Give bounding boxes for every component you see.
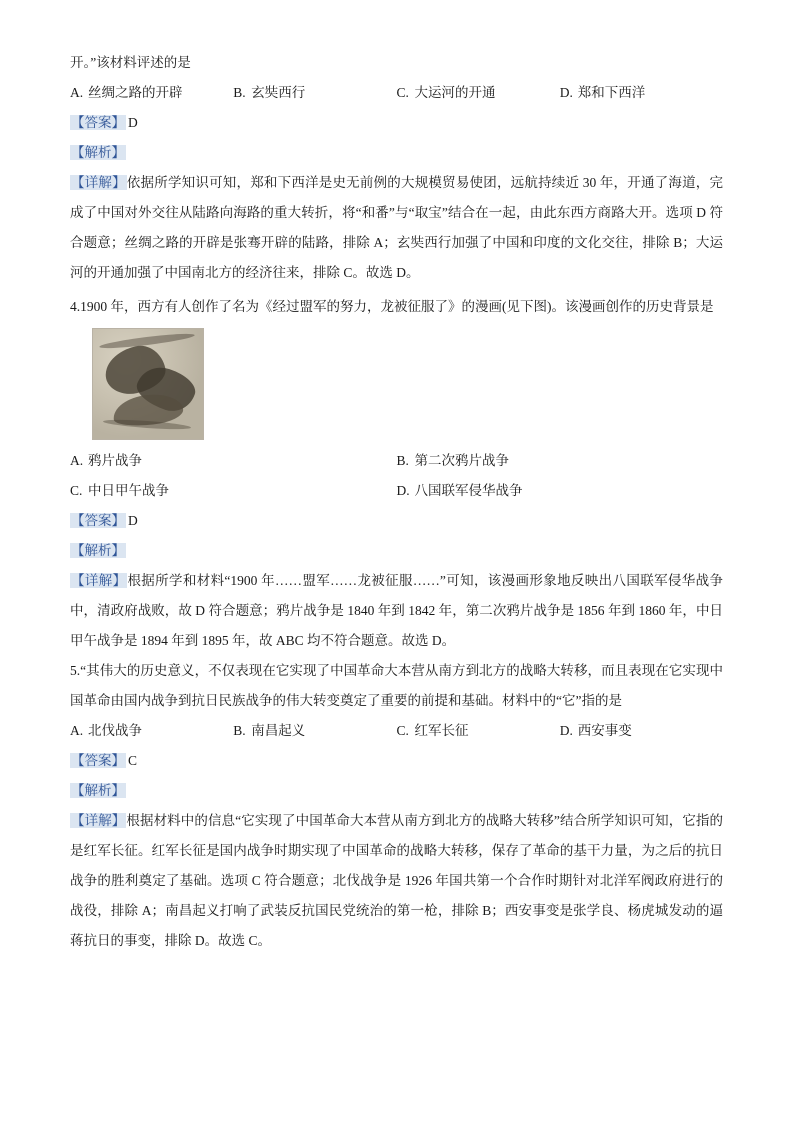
q5-detail-paragraph [70,806,723,956]
q4-stem-text: 1900 年，西方有人创作了名为《经过盟军的努力，龙被征服了》的漫画(见下图)。该漫画创作的历史背景是 [80,299,714,314]
q4-option-b-text: 第二次鸦片战争 [414,453,509,468]
q4-options-row-1 [70,446,723,476]
q4-option-d [397,476,724,506]
q5-detail-tag: 【详解】 [71,813,126,828]
q5-option-d-label: D. [559,723,573,738]
q4-figure [92,328,723,440]
q5-option-d-text: 西安事变 [577,723,632,738]
q3-option-c-text: 大运河的开通 [414,85,496,100]
q5-option-b-label: B. [233,723,246,738]
q3-option-a-label: A. [70,85,84,100]
q5-answer-tag: 【答案】 [71,753,125,768]
q4-stem [70,292,723,322]
q4-option-b-label: B. [396,453,409,468]
q4-detail-paragraph [70,566,723,656]
q4-option-b [397,446,724,476]
q5-option-a-text: 北伐战争 [88,723,142,738]
q3-analysis-tag: 【解析】 [71,145,125,160]
q5-analysis-tag: 【解析】 [71,783,125,798]
q4-option-d-label: D. [396,483,410,498]
q5-stem-text: “其伟大的历史意义，不仅表现在它实现了中国革命大本营从南方到北方的战略大转移，而且表现在它实现中国革命由国内战争到抗日民族战争的伟大转变奠定了重要的前提和基础。材料中的“它”指的是 [70,663,723,708]
q4-option-c-label: C. [70,483,83,498]
q3-answer-tag: 【答案】 [71,115,125,130]
q3-stem-tail: 开。”该材料评述的是 [70,55,191,70]
q4-analysis-tag: 【解析】 [71,543,125,558]
q3-option-a [70,78,233,108]
q5-option-a [70,716,233,746]
q4-answer-line [70,506,723,536]
q3-options [70,78,723,108]
q5-option-c-label: C. [396,723,409,738]
q4-option-a-text: 鸦片战争 [88,453,142,468]
q4-option-c-text: 中日甲午战争 [88,483,169,498]
q3-option-b [233,78,396,108]
q5-option-b-text: 南昌起义 [251,723,306,738]
q5-detail-text: 根据材料中的信息“它实现了中国革命大本营从南方到北方的战略大转移”结合所学知识可知，它指的是红军长征。红军长征是国内战争时期实现了中国革命的战略大转移，保存了革命的基干力量，为之后的抗日战争的胜利奠定了基础。选项 C 符合题意；北伐战争是 1926 年国共第一个合作时期针对北洋军阀政府进行的战役，排除 A；南昌起义打响了武装反抗国民党统治的第一枪，排除 B；西安事变是张学良、杨虎城发动的逼蒋抗日的事变，排除 D。故选 C。 [70,813,724,948]
q5-option-d [560,716,723,746]
q3-option-d-text: 郑和下西洋 [577,85,646,100]
q4-number: 4. [70,299,81,314]
q5-options [70,716,723,746]
q4-detail-tag: 【详解】 [71,573,127,588]
q5-option-a-label: A. [70,723,84,738]
q5-answer-value: C [128,753,138,768]
q5-answer-line [70,746,723,776]
q3-option-b-label: B. [233,85,246,100]
q3-option-d-label: D. [559,85,573,100]
q4-analysis-line [70,536,723,566]
q3-detail-text: 依据所学知识可知，郑和下西洋是史无前例的大规模贸易使团，远航持续近 30 年，开通了海道，完成了中国对外交往从陆路向海路的重大转折，将“和番”与“取宝”结合在一起，由此东西方商路大开。选项 D 符合题意；丝绸之路的开辟是张骞开辟的陆路，排除 A；玄奘西行加强了中国和印度的文化交往，排除 B；大运河的开通加强了中国南北方的经济往来，排除 C。故选 D。 [70,175,724,280]
q3-answer-line [70,108,723,138]
q3-analysis-line [70,138,723,168]
q4-options-row-2 [70,476,723,506]
q5-number: 5. [70,663,81,678]
q3-option-b-text: 玄奘西行 [251,85,306,100]
q4-option-a-label: A. [70,453,84,468]
q3-detail-paragraph [70,168,723,288]
q4-answer-value: D [128,513,138,528]
q5-stem [70,656,723,716]
q5-option-c [397,716,560,746]
q5-analysis-line [70,776,723,806]
q3-option-a-text: 丝绸之路的开辟 [88,85,183,100]
q3-option-c-label: C. [396,85,409,100]
q3-answer-value: D [128,115,138,130]
q4-answer-tag: 【答案】 [71,513,125,528]
q3-option-d [560,78,723,108]
q3-detail-tag: 【详解】 [71,175,126,190]
q4-option-c [70,476,397,506]
q5-option-c-text: 红军长征 [414,723,469,738]
q5-option-b [233,716,396,746]
q4-option-a [70,446,397,476]
q3-option-c [397,78,560,108]
q4-detail-text: 根据所学和材料“1900 年……盟军……龙被征服……”可知，该漫画形象地反映出八国联军侵华战争中，清政府战败，故 D 符合题意；鸦片战争是 1840 年到 1842 年，第二次鸦片战争是 1856 年到 1860 年，中日甲午战争是 1894 年到 1895 年，故 ABC 均不符合题意。故选 D。 [70,573,724,648]
cartoon-image [92,328,204,440]
q4-option-d-text: 八国联军侵华战争 [414,483,523,498]
